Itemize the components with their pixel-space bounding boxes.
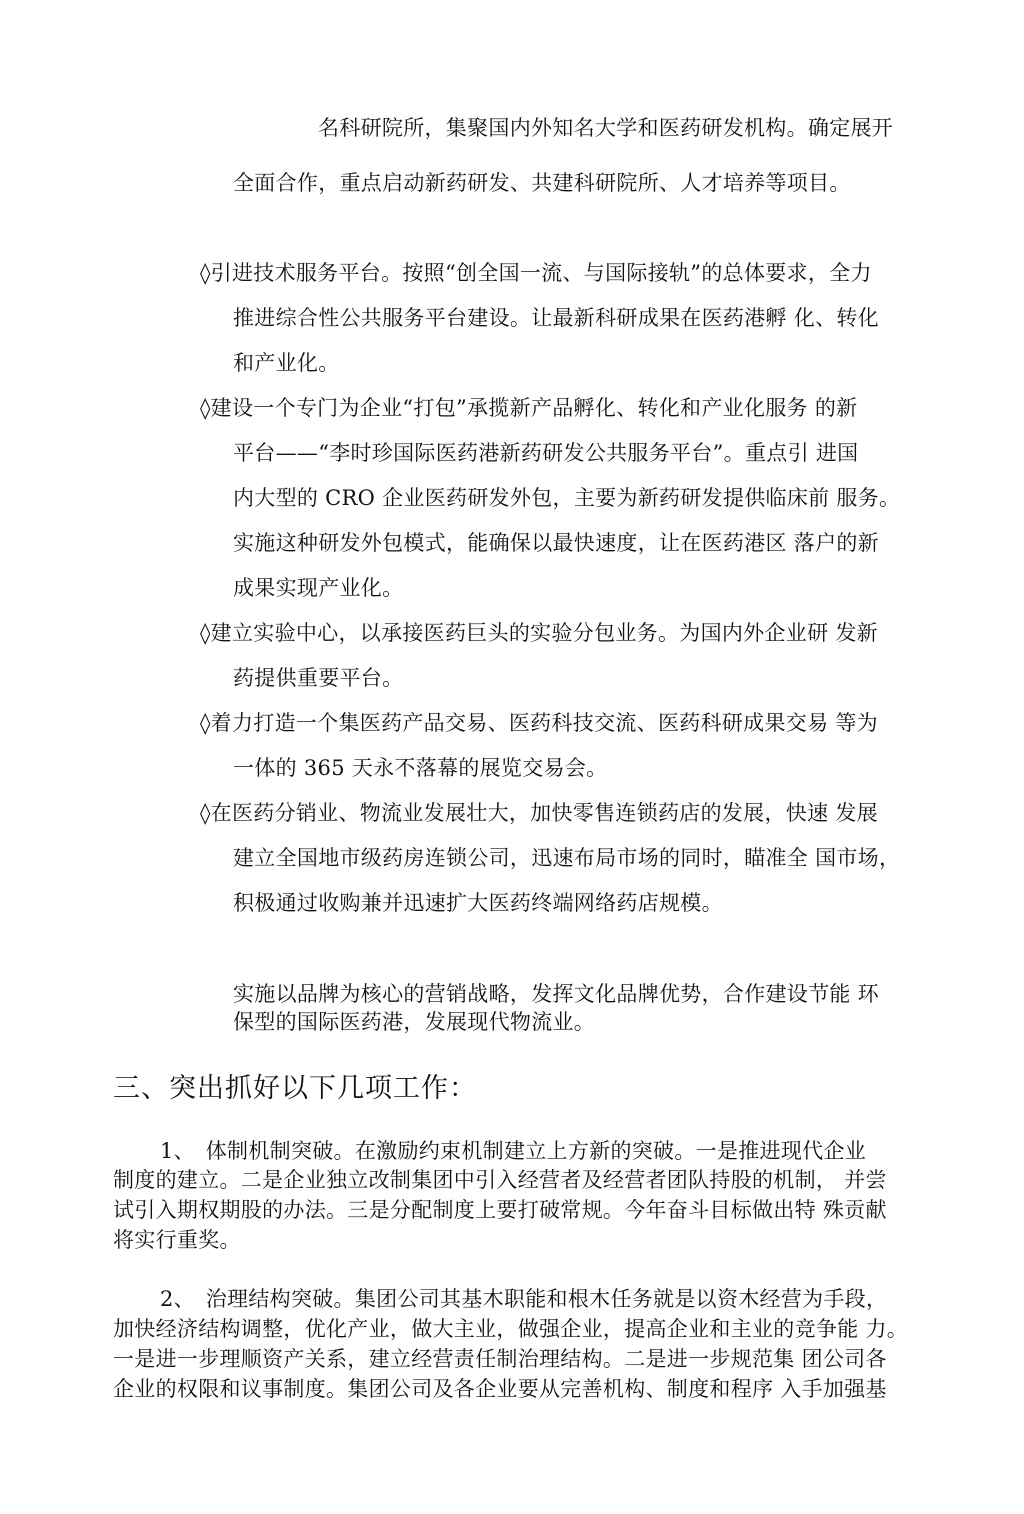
bullet-1-line-1: ◊引进技术服务平台。按照“创全国一流、与国际接轨”的总体要求，全力	[200, 261, 872, 285]
item-2-line-3: 一是进一步理顺资产关系，建立经营责任制治理结构。二是进一步规范集 团公司各	[113, 1347, 887, 1371]
bullet-2-line-5: 成果实现产业化。	[233, 576, 404, 600]
section-heading: 三、突出抓好以下几项工作：	[113, 1073, 477, 1104]
marketing-line-2: 保型的国际医药港，发展现代物流业。	[233, 1010, 596, 1034]
bullet-2-line-4: 实施这种研发外包模式，能确保以最快速度，让在医药港区 落户的新	[233, 531, 879, 555]
bullet-3-line-2: 药提供重要平台。	[233, 666, 404, 690]
bullet-2-line-3: 内大型的 CRO 企业医药研发外包，主要为新药研发提供临床前 服务。	[233, 486, 901, 510]
intro-line-2: 全面合作，重点启动新药研发、共建科研院所、人才培养等项目。	[233, 171, 851, 195]
bullet-4-line-1: ◊着力打造一个集医药产品交易、医药科技交流、医药科研成果交易 等为	[200, 711, 878, 735]
bullet-5-line-2: 建立全国地市级药房连锁公司，迅速布局市场的同时，瞄准全 国市场，	[233, 846, 901, 870]
bullet-5-line-3: 积极通过收购兼并迅速扩大医药终端网络药店规模。	[233, 891, 723, 915]
bullet-3-line-1: ◊建立实验中心，以承接医药巨头的实验分包业务。为国内外企业研 发新	[200, 621, 878, 645]
bullet-1-line-3: 和产业化。	[233, 351, 340, 375]
item-1-line-4: 将实行重奖。	[113, 1228, 241, 1252]
item-1-line-3: 试引入期权期股的办法。三是分配制度上要打破常规。今年奋斗目标做出特 殊贡献	[113, 1198, 887, 1222]
bullet-2-line-2: 平台——“李时珍国际医药港新药研发公共服务平台”。重点引 进国	[233, 441, 859, 465]
bullet-2-line-1: ◊建设一个专门为企业“打包”承揽新产品孵化、转化和产业化服务 的新	[200, 396, 858, 420]
marketing-line-1: 实施以品牌为核心的营销战略，发挥文化品牌优势，合作建设节能 环	[233, 982, 879, 1006]
item-1-line-1: 1、 体制机制突破。在激励约束机制建立上方新的突破。一是推进现代企业	[160, 1139, 867, 1163]
item-2-line-1: 2、 治理结构突破。集团公司其基木职能和根木任务就是以资木经营为手段，	[160, 1287, 888, 1311]
bullet-1-line-2: 推进综合性公共服务平台建设。让最新科研成果在医药港孵 化、转化	[233, 306, 879, 330]
item-2-line-2: 加快经济结构调整，优化产业，做大主业，做强企业，提高企业和主业的竞争能 力。	[113, 1317, 909, 1341]
intro-line-1: 名科研院所，集聚国内外知名大学和医药研发机构。确定展开	[318, 116, 894, 140]
bullet-4-line-2: 一体的 365 天永不落幕的展览交易会。	[233, 756, 608, 780]
item-2-line-4: 企业的权限和议事制度。集团公司及各企业要从完善机构、制度和程序 入手加强基	[113, 1377, 887, 1401]
bullet-5-line-1: ◊在医药分销业、物流业发展壮大，加快零售连锁药店的发展，快速 发展	[200, 801, 878, 825]
item-1-line-2: 制度的建立。二是企业独立改制集团中引入经营者及经营者团队持股的机制， 并尝	[113, 1168, 887, 1192]
